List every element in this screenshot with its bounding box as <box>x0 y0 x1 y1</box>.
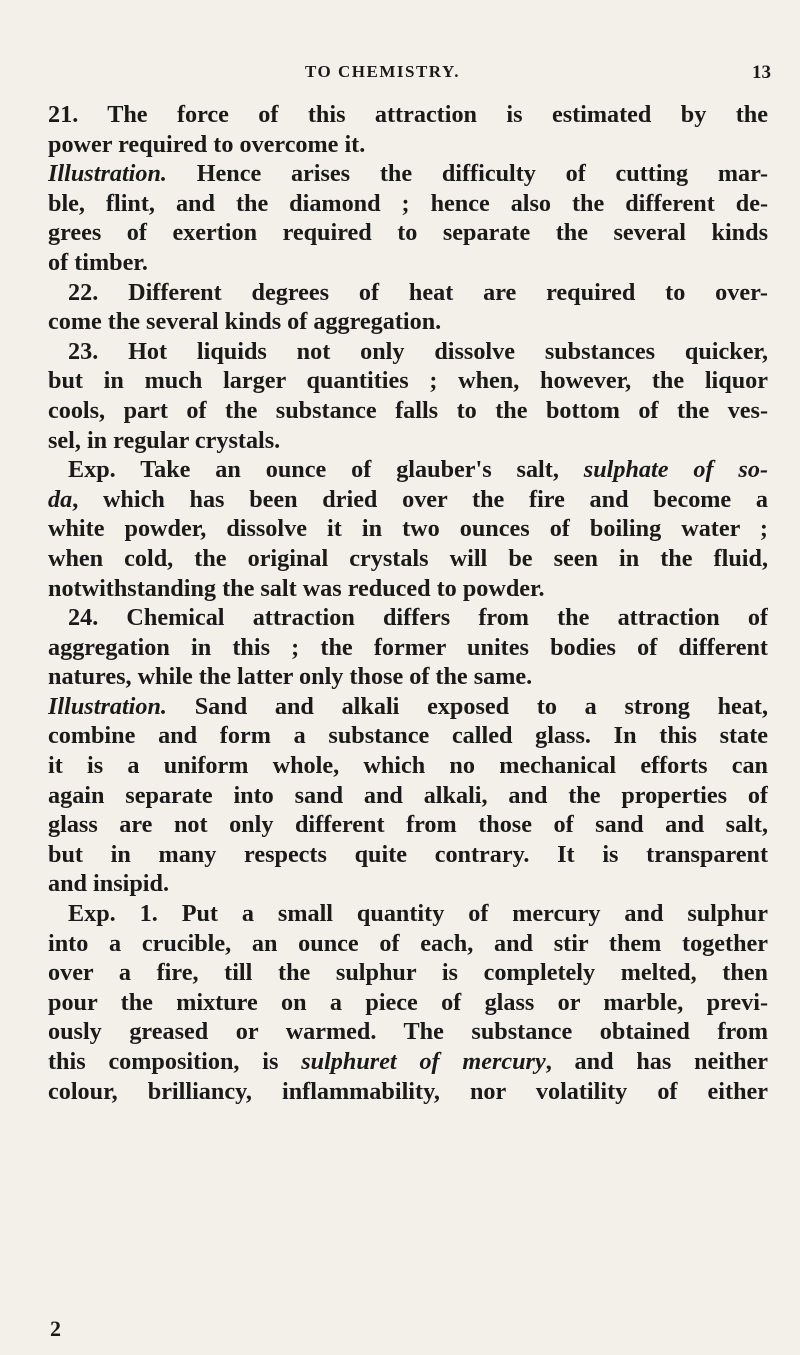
running-head <box>0 62 800 86</box>
text-segment: but in much larger quantities ; when, however, the liquor <box>48 367 768 395</box>
text-line <box>48 810 768 840</box>
text-segment: this composition, is <box>48 1048 302 1075</box>
text-segment: and insipid. <box>48 870 170 898</box>
text-line <box>48 514 768 544</box>
body-text <box>48 100 768 1106</box>
text-line <box>48 1077 768 1107</box>
text-segment: aggregation in this ; the former unites bodies of different <box>48 633 768 661</box>
text-segment: Exp. Take an ounce of glauber's salt, <box>68 456 584 484</box>
text-line <box>48 544 768 574</box>
italic-text: Illustration. <box>48 692 167 720</box>
text-line <box>48 721 768 751</box>
text-segment: when cold, the original crystals will be seen in the fluid, <box>48 544 768 572</box>
text-line <box>48 307 768 337</box>
text-segment: glass are not only different from those of sand and salt, <box>48 811 768 839</box>
text-line <box>48 751 768 781</box>
text-line <box>48 692 768 722</box>
text-line <box>48 603 768 633</box>
italic-text: sulphate of so- <box>583 456 768 484</box>
text-segment: but in many respects quite contrary. It is transparent <box>48 840 768 868</box>
italic-text: Illustration. <box>48 160 167 188</box>
text-line <box>48 869 768 899</box>
text-segment: Exp. 1. Put a small quantity of mercury and sulphur <box>68 900 768 928</box>
text-segment: 24. Chemical attraction differs from the attraction of <box>68 604 768 632</box>
text-line <box>48 426 768 456</box>
text-segment: white powder, dissolve it in two ounces of boiling water ; <box>48 515 768 543</box>
text-segment: colour, brilliancy, inflammability, nor volatility of either <box>48 1077 768 1105</box>
text-segment: , which has been dried over the fire and become a <box>72 485 768 513</box>
text-line <box>48 574 768 604</box>
text-segment: power required to overcome it. <box>48 130 366 158</box>
signature-mark: 2 <box>50 1316 61 1341</box>
italic-text: da <box>48 485 73 513</box>
text-line <box>48 278 768 308</box>
text-segment: ously greased or warmed. The substance obtained from <box>48 1018 768 1046</box>
text-segment: combine and form a substance called glass. In this state <box>48 722 768 750</box>
text-segment: come the several kinds of aggregation. <box>48 308 442 336</box>
text-segment: notwithstanding the salt was reduced to powder. <box>48 574 545 602</box>
text-line <box>48 455 768 485</box>
text-line <box>48 485 768 515</box>
text-line <box>48 899 768 929</box>
text-line <box>48 366 768 396</box>
text-segment: 23. Hot liquids not only dissolve substances quicker, <box>68 337 768 365</box>
text-line <box>48 840 768 870</box>
text-line <box>48 929 768 959</box>
italic-text: sulphuret of mercury <box>301 1048 546 1075</box>
text-line <box>48 100 768 130</box>
text-segment: over a fire, till the sulphur is completely melted, then <box>48 959 768 987</box>
running-title: TO CHEMISTRY. <box>305 62 460 81</box>
text-line <box>48 159 768 189</box>
text-segment: natures, while the latter only those of the same. <box>48 663 533 691</box>
text-segment: of timber. <box>48 248 148 276</box>
text-segment: grees of exertion required to separate the several kinds <box>48 219 768 247</box>
text-line <box>48 1017 768 1047</box>
text-segment: cools, part of the substance falls to the bottom of the ves- <box>48 396 768 424</box>
text-line <box>48 189 768 219</box>
text-line <box>48 662 768 692</box>
text-segment: again separate into sand and alkali, and the properties of <box>48 781 768 809</box>
text-line <box>48 988 768 1018</box>
text-segment: Sand and alkali exposed to a strong heat, <box>166 692 768 720</box>
text-line <box>48 218 768 248</box>
text-line <box>48 396 768 426</box>
text-segment: Hence arises the difficulty of cutting mar- <box>166 160 768 188</box>
text-segment: 21. The force of this attraction is estimated by the <box>48 101 768 128</box>
text-line <box>48 130 768 160</box>
text-line <box>48 633 768 663</box>
text-line <box>48 337 768 367</box>
text-segment: it is a uniform whole, which no mechanical efforts can <box>48 752 768 780</box>
page-number: 13 <box>752 62 771 83</box>
text-segment: sel, in regular crystals. <box>48 426 281 454</box>
text-segment: into a crucible, an ounce of each, and stir them together <box>48 929 768 957</box>
text-line <box>48 958 768 988</box>
text-segment: pour the mixture on a piece of glass or marble, previ- <box>48 988 768 1016</box>
text-line <box>48 1047 768 1077</box>
text-line <box>48 248 768 278</box>
text-segment: 22. Different degrees of heat are required to over- <box>68 278 768 306</box>
text-segment: ble, flint, and the diamond ; hence also the different de- <box>48 189 768 217</box>
text-segment: , and has neither <box>545 1048 768 1075</box>
text-line <box>48 781 768 811</box>
